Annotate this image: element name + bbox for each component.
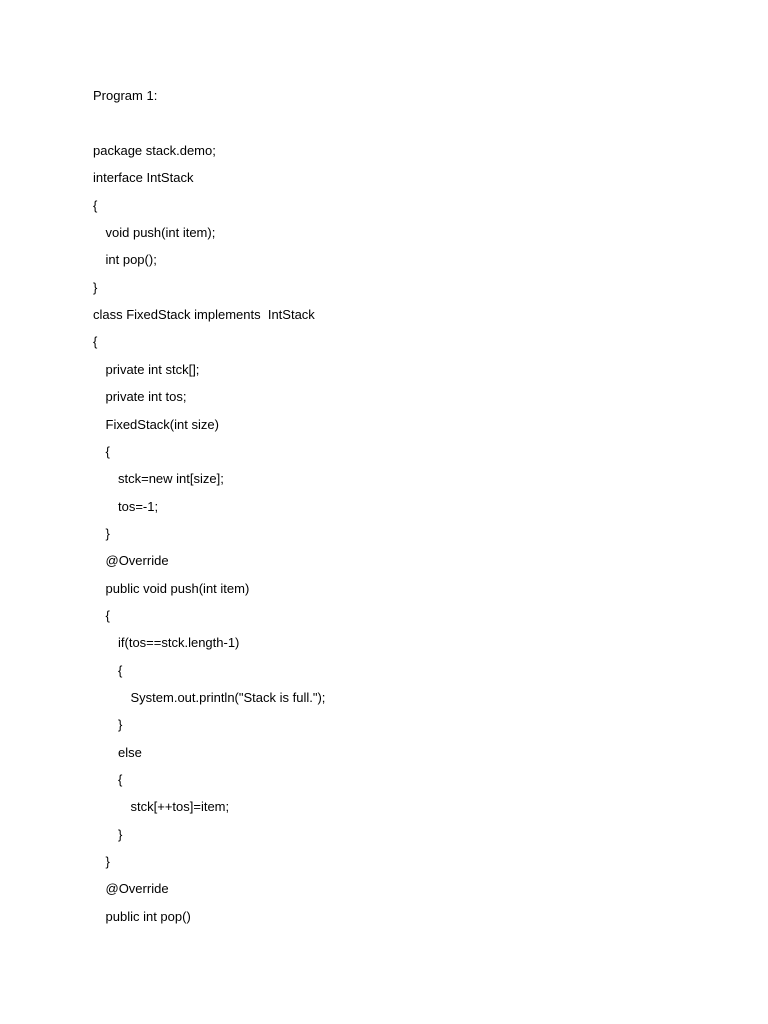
code-line: @Override: [105, 553, 169, 569]
code-line: {: [93, 334, 98, 350]
code-line: @Override: [105, 881, 169, 897]
code-line: }: [118, 717, 123, 733]
code-line: }: [105, 525, 110, 541]
code-line: private int tos;: [105, 389, 187, 405]
code-line: {: [118, 662, 123, 678]
code-line: else: [118, 744, 142, 760]
code-line: if(tos==stck.length-1): [118, 635, 240, 651]
code-line: }: [105, 854, 110, 870]
code-line: {: [93, 197, 98, 213]
code-line: stck[++tos]=item;: [130, 799, 230, 815]
code-line: {: [105, 607, 110, 623]
code-line: FixedStack(int size): [105, 416, 219, 432]
program-heading: Program 1:: [93, 88, 158, 103]
code-line: void push(int item);: [105, 225, 216, 241]
code-line: private int stck[];: [105, 361, 200, 377]
code-line: public void push(int item): [105, 580, 250, 596]
code-line: tos=-1;: [118, 498, 159, 514]
code-line: {: [105, 443, 110, 459]
code-line: int pop();: [105, 252, 157, 268]
code-line: package stack.demo;: [93, 143, 216, 158]
code-line: System.out.println("Stack is full.");: [130, 690, 326, 705]
code-line: public int pop(): [105, 908, 191, 924]
code-line: stck=new int[size];: [118, 471, 224, 487]
code-line: {: [118, 772, 123, 788]
code-line: }: [93, 279, 98, 295]
code-line: class FixedStack implements IntStack: [93, 307, 315, 323]
code-line: interface IntStack: [93, 170, 194, 186]
code-line: }: [118, 826, 123, 842]
